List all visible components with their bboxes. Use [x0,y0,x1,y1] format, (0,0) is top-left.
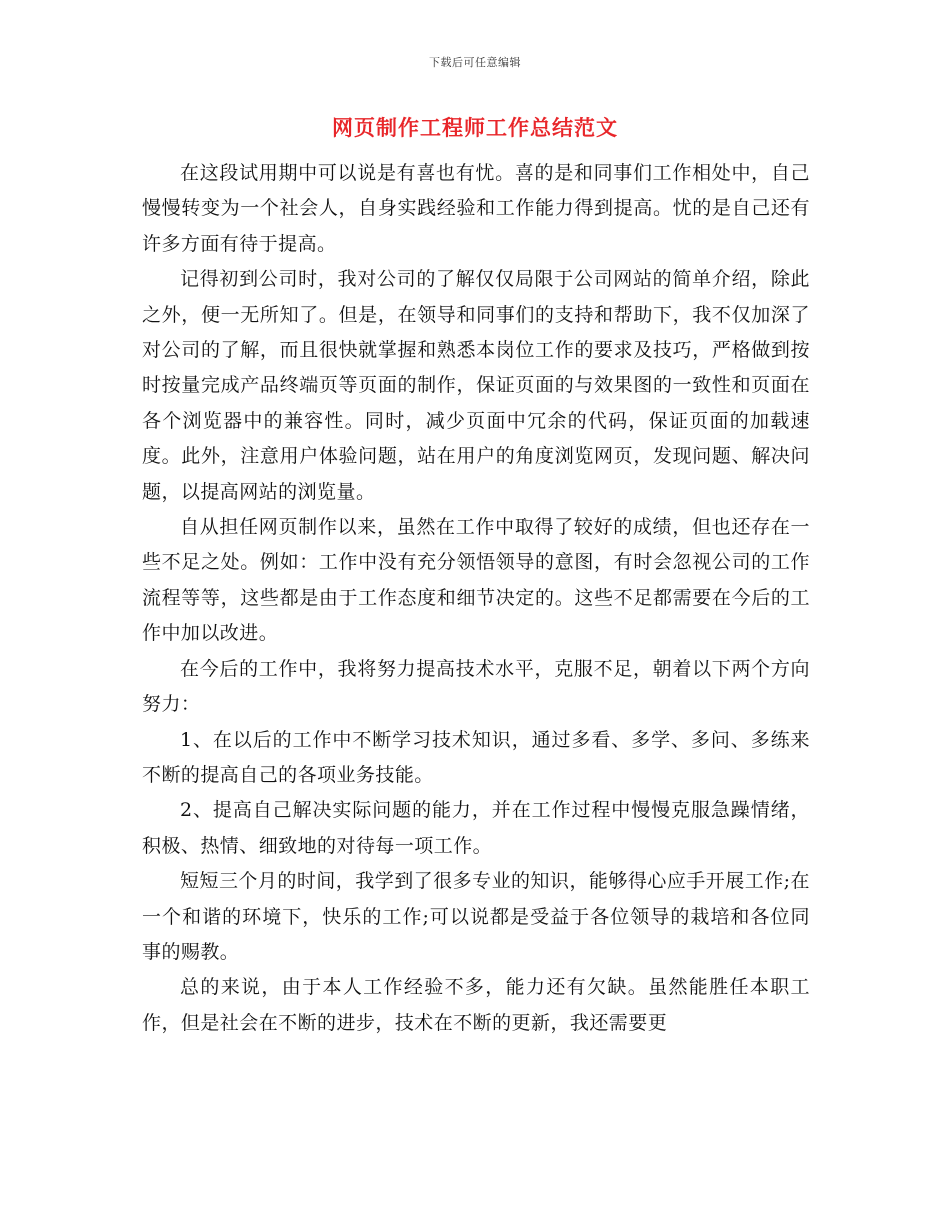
document-body [142,156,810,1041]
paragraph-4: 在今后的工作中，我将努力提高技术水平，克服不足，朝着以下两个方向努力： [142,657,810,716]
paragraph-6: 2、提高自己解决实际问题的能力，并在工作过程中慢慢克服急躁情绪，积极、热情、细致地的对待每一项工作。 [142,799,810,857]
paragraph-3: 自从担任网页制作以来，虽然在工作中取得了较好的成绩，但也还存在一些不足之处。例如：工作中没有充分领悟领导的意图，有时会忽视公司的工作流程等等，这些都是由于工作态度和细节决定的。这些不足都需要在今后的工作中加以改进。 [142,516,810,645]
paragraph-2: 记得初到公司时，我对公司的了解仅仅局限于公司网站的简单介绍，除此之外，便一无所知了。但是，在领导和同事们的支持和帮助下，我不仅加深了对公司的了解，而且很快就掌握和熟悉本岗位工作的要求及技巧，严格做到按时按量完成产品终端页等页面的制作，保证页面的与效果图的一致性和页面在各个浏览器中的兼容性。同时，减少页面中冗余的代码，保证页面的加载速度。此外，注意用户体验问题，站在用户的角度浏览网页，发现问题、解决问题，以提高网站的浏览量。 [142,268,810,503]
paragraph-8: 总的来说，由于本人工作经验不多，能力还有欠缺。虽然能胜任本职工作，但是社会在不断的进步，技术在不断的更新，我还需要更 [142,976,810,1034]
paragraph-7: 短短三个月的时间，我学到了很多专业的知识，能够得心应手开展工作;在一个和谐的环境下，快乐的工作;可以说都是受益于各位领导的栽培和各位同事的赐教。 [142,870,810,963]
paragraph-5: 1、在以后的工作中不断学习技术知识，通过多看、多学、多问、多练来不断的提高自己的各项业务技能。 [142,728,810,786]
paragraph-1: 在这段试用期中可以说是有喜也有忧。喜的是和同事们工作相处中，自己慢慢转变为一个社会人，自身实践经验和工作能力得到提高。忧的是自己还有许多方面有待于提高。 [142,162,810,255]
header-note: 下载后可任意编辑 [429,56,521,69]
document-title: 网页制作工程师工作总结范文 [332,116,618,140]
